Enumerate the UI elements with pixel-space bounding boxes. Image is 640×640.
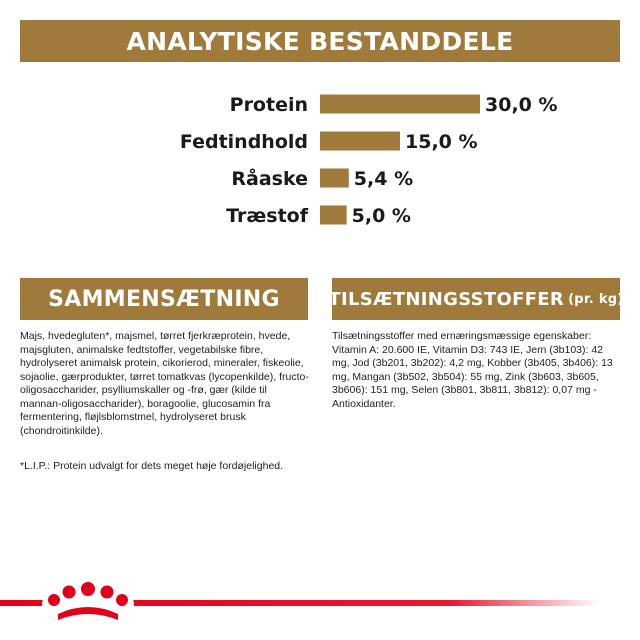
value-label-tr-stof: 5,0 % [351, 205, 411, 227]
value-label-fedtindhold: 15,0 % [405, 131, 478, 153]
analysis-bar-chart [0, 80, 640, 250]
composition-title: SAMMENSÆTNING [48, 286, 280, 312]
category-label-tr-stof: Træstof [226, 205, 308, 227]
analysis-title: ANALYTISKE BESTANDDELE [126, 26, 514, 56]
category-label-r-aske: Råaske [231, 168, 308, 190]
composition-footnote: *L.I.P.: Protein udvalgt for dets meget høje fordøjelighed. [20, 460, 284, 472]
additives-title: TILSÆTNINGSSTOFFER [328, 288, 565, 310]
additives-banner [328, 278, 624, 320]
value-label-r-aske: 5,4 % [353, 168, 414, 190]
analysis-banner [20, 20, 620, 62]
bar-tr-stof [320, 206, 347, 225]
bar-fedtindhold [320, 132, 400, 151]
category-label-protein: Protein [229, 94, 308, 116]
value-label-protein: 30,0 % [485, 94, 558, 116]
category-label-fedtindhold: Fedtindhold [179, 131, 308, 153]
composition-banner [20, 278, 308, 320]
bar-protein [320, 95, 480, 114]
additives-title-suffix: (pr. kg) [568, 291, 624, 307]
bar-r-aske [320, 169, 349, 188]
additives-text: Tilsætningsstoffer med ernæringsmæssige egenskaber: Vitamin A: 20.600 IE, Vitamin D3: 743 IE, Jern (3b103): 42 mg, Jod (3b201, 3b202): 4,2 mg, Kobber (3b405, 3b406): 13 mg, Mangan (3b502, 3b504): 55 mg, Zink (3b603, 3b605, 3b606): 151 mg, Selen (3b801, 3b811, 3b812): 0,07 mg - Antioxidanter. [332, 330, 613, 410]
royal-canin-crown-icon [42, 582, 134, 626]
composition-text: Majs, hvedegluten*, majsmel, tørret fjerkræprotein, hvede, majsgluten, animalske fedtstoffer, vegetabilske fibre, hydrolyseret animalsk protein, cikorierod, mineraler, fiskeolie, sojaolie, gærprodukter, tørret tomatkvas (lycopenkilde), fructo-oligosaccharider, psylliumskaller og -frø, gær (kilde til mannan-oligosaccharider), boragoolie, glucosamin fra fermentering, fløjlsblomstmel, hydrolyseret brusk (chondroitinkilde). [20, 330, 309, 437]
footer-brand-strip [0, 580, 640, 640]
